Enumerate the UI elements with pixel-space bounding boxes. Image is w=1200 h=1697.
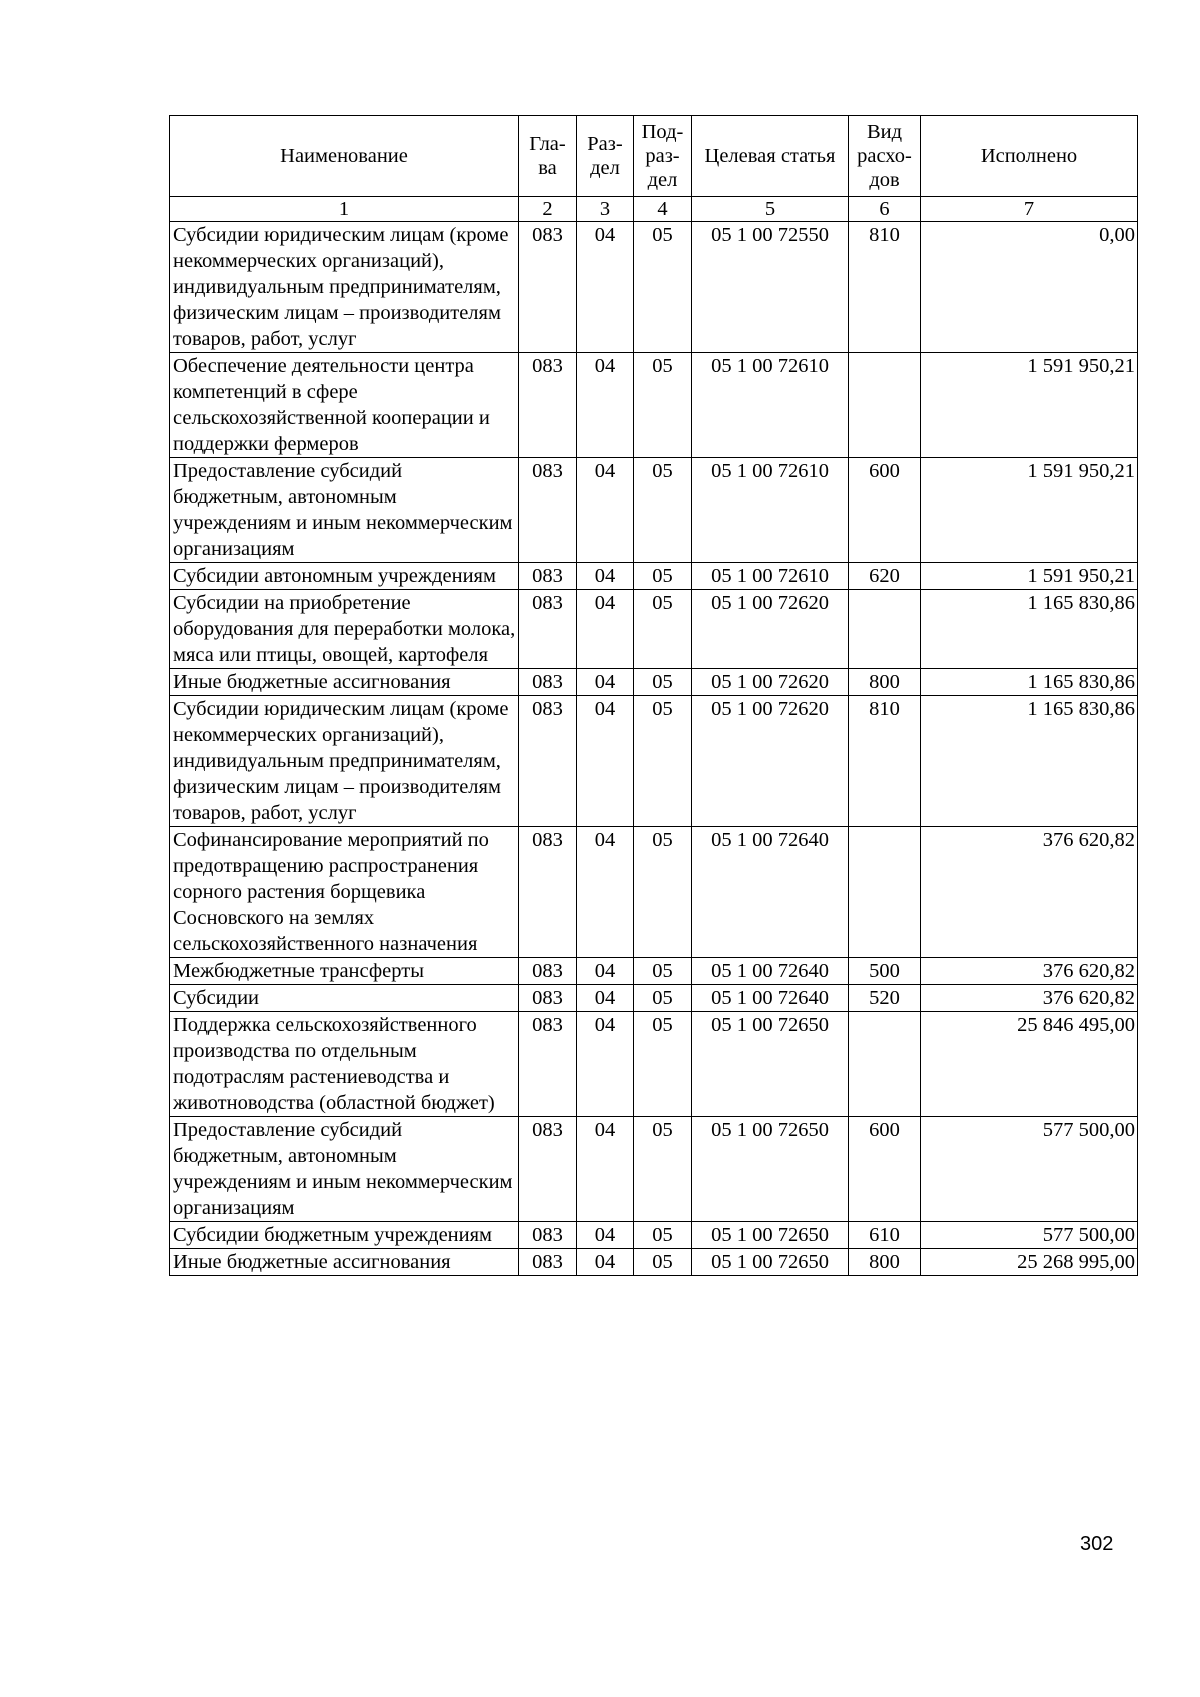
cell-section: 04 — [577, 563, 634, 590]
cell-executed: 1 165 830,86 — [921, 669, 1138, 696]
cell-chapter: 083 — [519, 563, 577, 590]
cell-section: 04 — [577, 1117, 634, 1222]
cell-name: Предоставление субсидий бюджетным, автономным учреждениям и иным некоммерческим организациям — [170, 1117, 519, 1222]
header-row — [170, 116, 1138, 197]
cell-section: 04 — [577, 590, 634, 669]
header-name: Наименование — [170, 116, 519, 197]
cell-subsection: 05 — [634, 958, 692, 985]
cell-subsection: 05 — [634, 353, 692, 458]
page-number: 302 — [1080, 1533, 1114, 1555]
cell-expense-type: 810 — [849, 222, 921, 353]
cell-executed: 1 591 950,21 — [921, 563, 1138, 590]
column-number: 1 — [170, 197, 519, 222]
cell-section: 04 — [577, 458, 634, 563]
cell-executed: 0,00 — [921, 222, 1138, 353]
cell-target: 05 1 00 72650 — [692, 1222, 849, 1249]
budget-execution-table — [169, 115, 1138, 1276]
cell-target: 05 1 00 72650 — [692, 1249, 849, 1276]
cell-name: Поддержка сельскохозяйственного производства по отдельным подотраслям растениеводства и животноводства (областной бюджет) — [170, 1012, 519, 1117]
cell-chapter: 083 — [519, 1249, 577, 1276]
cell-expense-type: 610 — [849, 1222, 921, 1249]
cell-subsection: 05 — [634, 563, 692, 590]
header-chapter: Гла- ва — [519, 116, 577, 197]
cell-section: 04 — [577, 958, 634, 985]
column-number: 5 — [692, 197, 849, 222]
cell-name: Иные бюджетные ассигнования — [170, 669, 519, 696]
cell-expense-type — [849, 827, 921, 958]
cell-executed: 25 846 495,00 — [921, 1012, 1138, 1117]
cell-section: 04 — [577, 985, 634, 1012]
cell-name: Субсидии юридическим лицам (кроме некоммерческих организаций), индивидуальным предпринимателям, физическим лицам – производителям товаров, работ, услуг — [170, 696, 519, 827]
cell-name: Софинансирование мероприятий по предотвращению распространения сорного растения борщевика Сосновского на землях сельскохозяйственного назначения — [170, 827, 519, 958]
cell-section: 04 — [577, 1249, 634, 1276]
cell-expense-type: 810 — [849, 696, 921, 827]
cell-expense-type: 800 — [849, 669, 921, 696]
cell-chapter: 083 — [519, 222, 577, 353]
cell-subsection: 05 — [634, 590, 692, 669]
cell-executed: 376 620,82 — [921, 958, 1138, 985]
header-subsection: Под- раз- дел — [634, 116, 692, 197]
cell-executed: 1 591 950,21 — [921, 353, 1138, 458]
cell-chapter: 083 — [519, 1117, 577, 1222]
cell-name: Субсидии бюджетным учреждениям — [170, 1222, 519, 1249]
cell-section: 04 — [577, 696, 634, 827]
cell-expense-type: 500 — [849, 958, 921, 985]
cell-executed: 376 620,82 — [921, 985, 1138, 1012]
cell-name: Субсидии на приобретение оборудования для переработки молока, мяса или птицы, овощей, картофеля — [170, 590, 519, 669]
cell-expense-type — [849, 1012, 921, 1117]
cell-target: 05 1 00 72610 — [692, 458, 849, 563]
table-row — [170, 1222, 1138, 1249]
table-row — [170, 1117, 1138, 1222]
cell-executed: 1 165 830,86 — [921, 696, 1138, 827]
cell-name: Иные бюджетные ассигнования — [170, 1249, 519, 1276]
table-row — [170, 696, 1138, 827]
cell-expense-type: 600 — [849, 1117, 921, 1222]
cell-executed: 1 591 950,21 — [921, 458, 1138, 563]
cell-name: Межбюджетные трансферты — [170, 958, 519, 985]
table-row — [170, 1249, 1138, 1276]
cell-chapter: 083 — [519, 458, 577, 563]
cell-target: 05 1 00 72650 — [692, 1117, 849, 1222]
cell-target: 05 1 00 72610 — [692, 353, 849, 458]
column-number: 2 — [519, 197, 577, 222]
table-row — [170, 1012, 1138, 1117]
cell-target: 05 1 00 72620 — [692, 669, 849, 696]
cell-chapter: 083 — [519, 1222, 577, 1249]
cell-target: 05 1 00 72550 — [692, 222, 849, 353]
cell-chapter: 083 — [519, 827, 577, 958]
cell-chapter: 083 — [519, 353, 577, 458]
table-body — [170, 222, 1138, 1276]
cell-name: Субсидии — [170, 985, 519, 1012]
table-row — [170, 669, 1138, 696]
cell-target: 05 1 00 72620 — [692, 590, 849, 669]
column-number: 4 — [634, 197, 692, 222]
table-row — [170, 563, 1138, 590]
cell-target: 05 1 00 72640 — [692, 985, 849, 1012]
column-number: 7 — [921, 197, 1138, 222]
table-row — [170, 458, 1138, 563]
cell-section: 04 — [577, 827, 634, 958]
header-expense-type: Вид расхо- дов — [849, 116, 921, 197]
cell-subsection: 05 — [634, 985, 692, 1012]
cell-section: 04 — [577, 222, 634, 353]
cell-chapter: 083 — [519, 958, 577, 985]
table-row — [170, 958, 1138, 985]
cell-section: 04 — [577, 1012, 634, 1117]
cell-expense-type: 800 — [849, 1249, 921, 1276]
cell-executed: 577 500,00 — [921, 1117, 1138, 1222]
cell-section: 04 — [577, 353, 634, 458]
cell-chapter: 083 — [519, 669, 577, 696]
cell-executed: 376 620,82 — [921, 827, 1138, 958]
cell-executed: 25 268 995,00 — [921, 1249, 1138, 1276]
cell-subsection: 05 — [634, 1117, 692, 1222]
cell-subsection: 05 — [634, 222, 692, 353]
table-row — [170, 827, 1138, 958]
header-target: Целевая статья — [692, 116, 849, 197]
cell-executed: 577 500,00 — [921, 1222, 1138, 1249]
cell-target: 05 1 00 72620 — [692, 696, 849, 827]
cell-name: Предоставление субсидий бюджетным, автономным учреждениям и иным некоммерческим организациям — [170, 458, 519, 563]
column-number-row — [170, 197, 1138, 222]
cell-expense-type: 620 — [849, 563, 921, 590]
cell-target: 05 1 00 72640 — [692, 958, 849, 985]
cell-subsection: 05 — [634, 1222, 692, 1249]
cell-chapter: 083 — [519, 590, 577, 669]
cell-target: 05 1 00 72650 — [692, 1012, 849, 1117]
table-row — [170, 590, 1138, 669]
cell-chapter: 083 — [519, 696, 577, 827]
header-section: Раз- дел — [577, 116, 634, 197]
cell-subsection: 05 — [634, 1249, 692, 1276]
cell-expense-type — [849, 353, 921, 458]
cell-subsection: 05 — [634, 1012, 692, 1117]
cell-name: Субсидии автономным учреждениям — [170, 563, 519, 590]
cell-chapter: 083 — [519, 985, 577, 1012]
cell-expense-type — [849, 590, 921, 669]
cell-executed: 1 165 830,86 — [921, 590, 1138, 669]
cell-target: 05 1 00 72610 — [692, 563, 849, 590]
column-number: 3 — [577, 197, 634, 222]
header-executed: Исполнено — [921, 116, 1138, 197]
cell-name: Обеспечение деятельности центра компетенций в сфере сельскохозяйственной кооперации и поддержки фермеров — [170, 353, 519, 458]
cell-expense-type: 520 — [849, 985, 921, 1012]
table-row — [170, 353, 1138, 458]
cell-subsection: 05 — [634, 458, 692, 563]
cell-section: 04 — [577, 669, 634, 696]
cell-section: 04 — [577, 1222, 634, 1249]
table-row — [170, 985, 1138, 1012]
table-row — [170, 222, 1138, 353]
cell-target: 05 1 00 72640 — [692, 827, 849, 958]
cell-expense-type: 600 — [849, 458, 921, 563]
cell-subsection: 05 — [634, 696, 692, 827]
cell-name: Субсидии юридическим лицам (кроме некоммерческих организаций), индивидуальным предпринимателям, физическим лицам – производителям товаров, работ, услуг — [170, 222, 519, 353]
cell-chapter: 083 — [519, 1012, 577, 1117]
cell-subsection: 05 — [634, 827, 692, 958]
cell-subsection: 05 — [634, 669, 692, 696]
column-number: 6 — [849, 197, 921, 222]
